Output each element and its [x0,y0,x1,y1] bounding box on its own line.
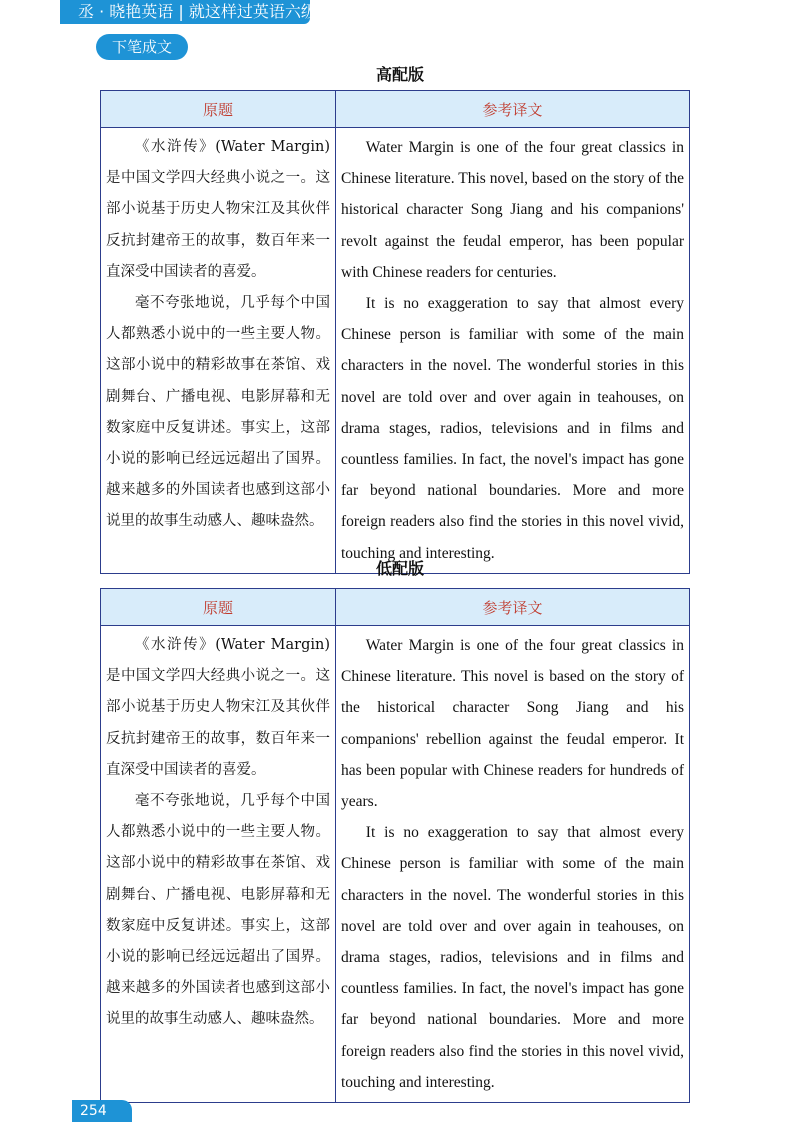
translation-paragraph: It is no exaggeration to say that almost every Chinese person is familiar with some of the main characters in the novel. The wonderful stories in this novel are told over and over again in teahouses, on drama stages, radios, televisions and in films and countless families. In fact, the novel's impact has gone far beyond national boundaries. More and more foreign readers also find the stories in this novel vivid, touching and interesting. [341,824,684,1091]
translation-text-cell [336,128,690,574]
original-paragraph: 《水浒传》(Water Margin)是中国文学四大经典小说之一。这部小说基于历史人物宋江及其伙伴反抗封建帝王的故事，数百年来一直深受中国读者的喜爱。 [106,139,330,280]
page-number: 254 [72,1100,132,1122]
translation-paragraph: It is no exaggeration to say that almost every Chinese person is familiar with some of the main characters in the novel. The wonderful stories in this novel are told over and over again in teahouses, on drama stages, radios, televisions and in films and countless families. In fact, the novel's impact has gone far beyond national boundaries. More and more foreign readers also find the stories in this novel vivid, touching and interesting. [341,295,684,562]
original-paragraph: 《水浒传》(Water Margin)是中国文学四大经典小说之一。这部小说基于历史人物宋江及其伙伴反抗封建帝王的故事，数百年来一直深受中国读者的喜爱。 [106,637,330,778]
section-title-low: 低配版 [375,559,424,578]
original-text-cell [101,626,336,1103]
column-header-translation: 参考译文 [336,91,690,128]
column-header-original: 原题 [101,589,336,626]
original-paragraph: 毫不夸张地说，几乎每个中国人都熟悉小说中的一些主要人物。这部小说中的精彩故事在茶馆、戏剧舞台、广播电视、电影屏幕和无数家庭中反复讲述。事实上，这部小说的影响已经远远超出了国界。越来越多的外国读者也感到这部小说里的故事生动感人、趣味盎然。 [106,295,330,530]
comparison-table-high [100,90,690,574]
book-header: 丞 · 晓艳英语 | 就这样过英语六级 [60,0,310,24]
translation-paragraph: Water Margin is one of the four great classics in Chinese literature. This novel, based on the story of the historical character Song Jiang and his companions' revolt against the feudal emperor, has been popular with Chinese readers for centuries. [341,139,684,281]
section-label: 下笔成文 [96,34,188,60]
original-paragraph: 毫不夸张地说，几乎每个中国人都熟悉小说中的一些主要人物。这部小说中的精彩故事在茶馆、戏剧舞台、广播电视、电影屏幕和无数家庭中反复讲述。事实上，这部小说的影响已经远远超出了国界。越来越多的外国读者也感到这部小说里的故事生动感人、趣味盎然。 [106,793,330,1028]
translation-text-cell [336,626,690,1103]
comparison-table-low [100,588,690,1103]
column-header-original: 原题 [101,91,336,128]
section-title-high: 高配版 [375,65,424,84]
column-header-translation: 参考译文 [336,589,690,626]
original-text-cell [101,128,336,574]
translation-paragraph: Water Margin is one of the four great classics in Chinese literature. This novel is based on the story of the historical character Song Jiang and his companions' rebellion against the feudal emperor. It has been popular with Chinese readers for hundreds of years. [341,637,684,811]
